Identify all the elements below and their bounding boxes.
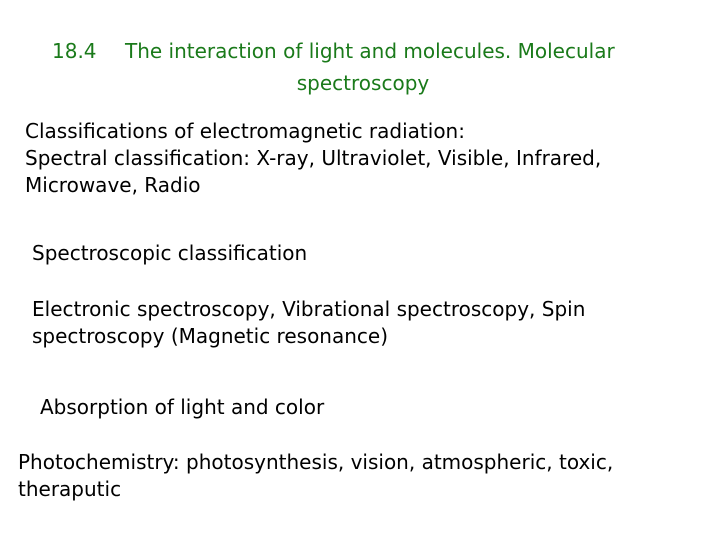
classifications-line-2: Spectral classification: X-ray, Ultraviolet, Visible, Infrared, [25, 146, 602, 170]
paragraph-photochemistry [18, 449, 613, 503]
paragraph-electronic-spectroscopy [32, 296, 585, 350]
title-text-line-1: The interaction of light and molecules. Molecular [125, 39, 615, 63]
photochemistry-line-1: Photochemistry: photosynthesis, vision, atmospheric, toxic, [18, 450, 614, 474]
title-text-line-2: spectroscopy [296, 71, 430, 95]
paragraph-spectroscopic-classification [32, 240, 307, 267]
paragraph-absorption [40, 394, 324, 421]
electronic-line-2: spectroscopy (Magnetic resonance) [32, 324, 389, 348]
section-number: 18.4 [52, 39, 97, 63]
classifications-line-3: Microwave, Radio [25, 173, 201, 197]
absorption-line-1: Absorption of light and color [40, 395, 325, 419]
title-line-1 [52, 36, 615, 66]
spectroscopic-line-1: Spectroscopic classification [32, 241, 308, 265]
photochemistry-line-2: theraputic [18, 477, 122, 501]
paragraph-classifications [25, 118, 601, 199]
electronic-line-1: Electronic spectroscopy, Vibrational spectroscopy, Spin [32, 297, 586, 321]
classifications-line-1: Classifications of electromagnetic radiation: [25, 119, 465, 143]
